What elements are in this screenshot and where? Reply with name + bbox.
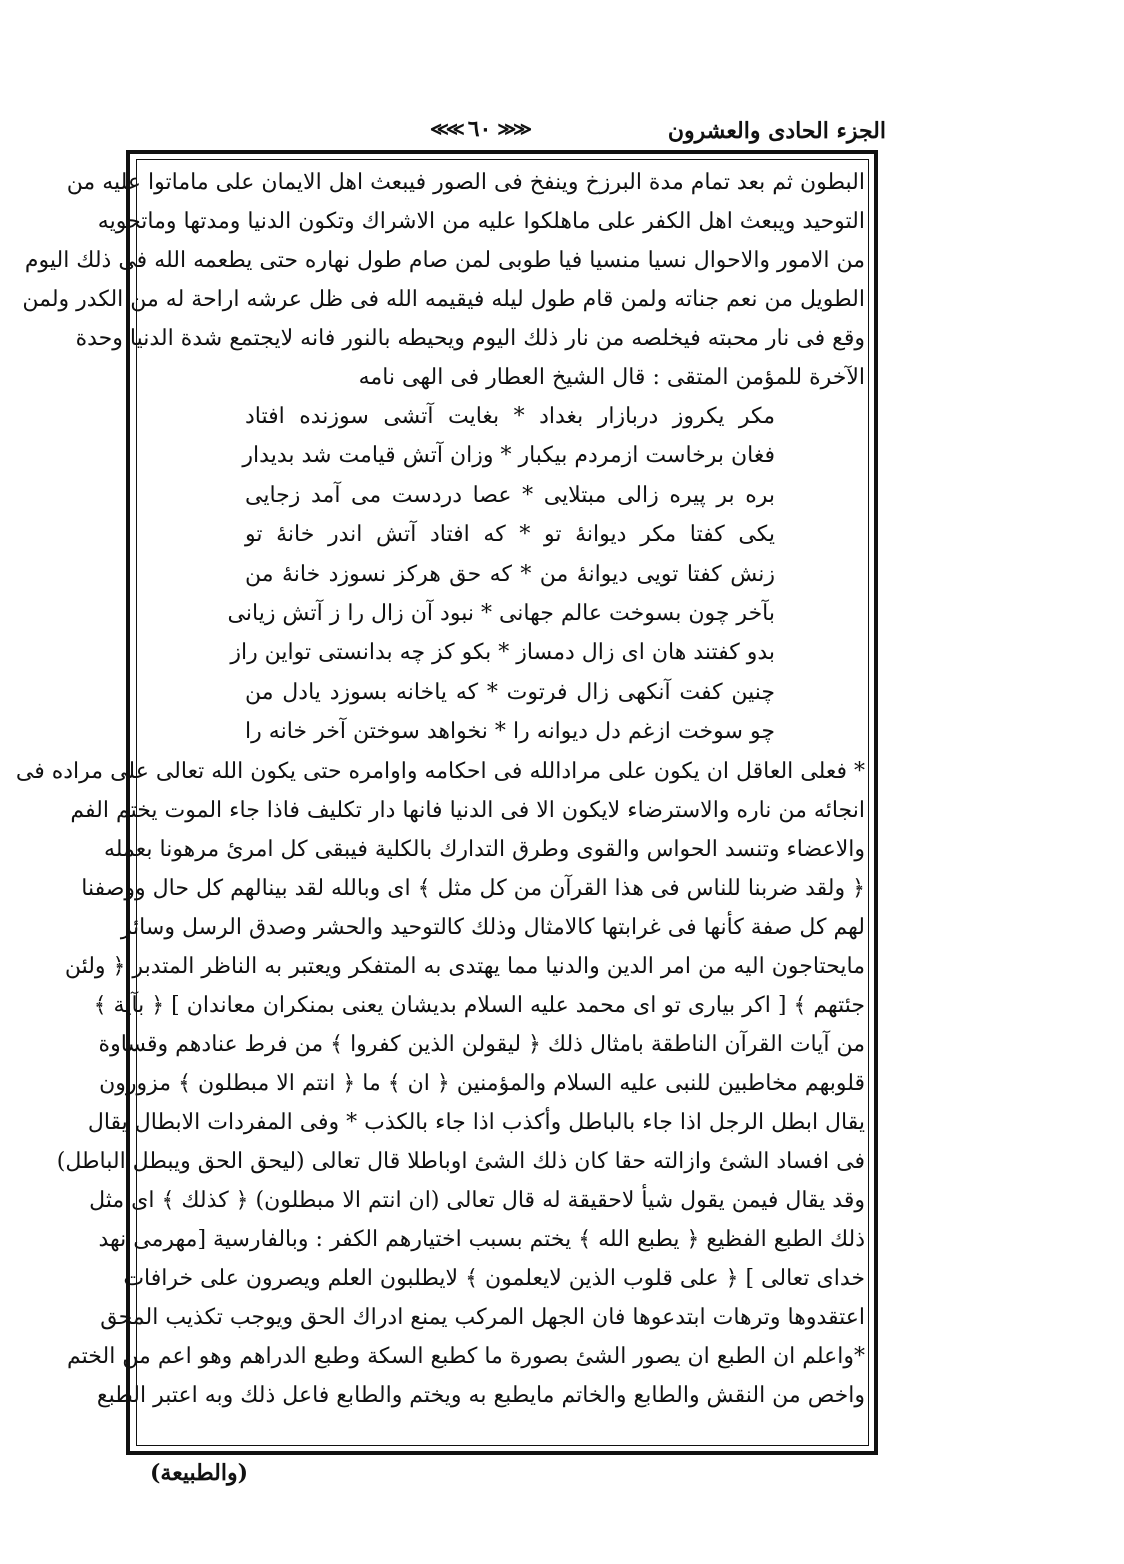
prose-line: من الامور والاحوال نسيا منسيا فيا طوبى لمن صام طول نهاره حتى يطعمه الله فى ذلك اليوم [24,248,865,273]
prose-line: انجائه من ناره والاسترضاء لايكون الا فى الدنيا فانها دار تكليف فاذا جاء الموت يختم الفم [70,797,865,823]
main-text [15,163,865,1415]
prose-line: قلوبهم مخاطبين للنبى عليه السلام والمؤمنين ﴿ ان ﴾ ما ﴿ انتم الا مبطلون ﴾ مزورون [99,1070,865,1096]
verse-line: چنين كفت آنكهى زال فرتوت * كه ياخانه بسوزد يادل من [245,679,775,705]
prose-line: وقع فى نار محبته فيخلصه من نار ذلك اليوم ويحيطه بالنور فانه لايجتمع شدة الدنيا وحدة [75,326,865,351]
ornament-left-icon: ≪≪ [430,118,462,140]
verse-line: يكى كفتا مكر ديوانهٔ تو * كه افتاد آتش اندر خانهٔ تو [245,522,775,548]
ornament-right-icon: ≫≫ [497,118,530,140]
verse-line: فغان برخاست ازمردم بيكبار * وزان آتش قيامت شد بديدار [242,443,775,469]
prose-line: الآخرة للمؤمن المتقى : قال الشيخ العطار فى الهى نامه [358,365,865,390]
prose-line: والاعضاء وتنسد الحواس والقوى وطرق التدارك بالكلية فيبقى كل امرئ مرهونا بعمله [103,836,865,862]
verse-line: بآخر چون بسوخت عالم جهانى * نبود آن زال را ز آتش زيانى [227,600,775,626]
verse-block [227,397,775,752]
page-number: ٦٠ [467,116,492,142]
running-title: الجزء الحادى والعشرون [667,118,886,144]
prose-line: * فعلى العاقل ان يكون على مرادالله فى احكامه واوامره حتى يكون الله تعالى على مراده فى [15,758,865,784]
prose-line: ذلك الطبع الفظيع ﴿ يطبع الله ﴾ يختم بسبب اختيارهم الكفر : وبالفارسية [مهرمى نهد [98,1226,865,1252]
prose-line: التوحيد ويبعث اهل الكفر على ماهلكوا عليه من الاشراك وتكون الدنيا ومدتها وماتحويه [97,209,865,234]
prose-line: اعتقدوها وترهات ابتدعوها فان الجهل المركب يمنع ادراك الحق ويوجب تكذيب المحق [100,1304,865,1330]
prose-line: الطويل من نعم جناته ولمن قام طول ليله فيقيمه الله فى ظل عرشه اراحة له من الكدر ولمن [22,287,865,312]
prose-line: ﴿ ولقد ضربنا للناس فى هذا القرآن من كل مثل ﴾ اى وبالله لقد بينالهم كل حال ووصفنا [81,875,865,901]
verse-line: بره بر پيره زالى مبتلايى * عصا دردست مى آمد زجايى [245,482,775,508]
prose-line: يقال ابطل الرجل اذا جاء بالباطل وأكذب اذا جاء بالكذب * وفى المفردات الابطال يقال [87,1109,865,1135]
verse-line: زنش كفتا تويى ديوانهٔ من * كه حق هركز نسوزد خانهٔ من [245,561,775,587]
page-number-group [430,116,529,142]
prose-line: من آيات القرآن الناطقة بامثال ذلك ﴿ ليقولن الذين كفروا ﴾ من فرط عنادهم وقساوة [98,1031,865,1057]
prose-line: خداى تعالى ] ﴿ على قلوب الذين لايعلمون ﴾ لايطلبون العلم ويصرون على خرافات [123,1265,865,1291]
prose-line: البطون ثم بعد تمام مدة البرزخ وينفخ فى الصور فيبعث اهل الايمان على ماماتوا عليه من [66,170,865,195]
prose-line: مايحتاجون اليه من امر الدين والدنيا مما يهتدى به المتفكر ويعتبر به الناظر المتدبر ﴿ ولئن [64,953,865,979]
prose-line: لهم كل صفة كأنها فى غرابتها كالامثال وذلك كالتوحيد والحشر وصدق الرسل وسائر [120,914,865,940]
prose-line: وقد يقال فيمن يقول شيأ لاحقيقة له قال تعالى (ان انتم الا مبطلون) ﴿ كذلك ﴾ اى مثل [89,1187,865,1213]
prose-line: واخص من النقش والطابع والخاتم مايطبع به ويختم والطابع فاعل ذلك وبه اعتبر الطبع [96,1382,865,1408]
prose-line: فى افساد الشئ وازالته حقا كان ذلك الشئ اوباطلا قال تعالى (ليحق الحق ويبطل الباطل) [56,1148,865,1174]
verse-line: بدو كفتند هان اى زال دمساز * بكو كز چه بدانستى تواين راز [230,640,775,666]
prose-line: *واعلم ان الطبع ان يصور الشئ بصورة ما كطبع السكة وطبع الدراهم وهو اعم من الختم [67,1343,865,1369]
catchword: (والطبيعة) [150,1460,248,1486]
prose-line: جئتهم ﴾ [ اكر بيارى تو اى محمد عليه السلام بديشان يعنى بمنكران معاندان ] ﴿ بآية ﴾ [93,992,865,1018]
page-header [120,112,886,148]
verse-line: مكر يكروز دربازار بغداد * بغايت آتشى سوزنده افتاد [245,404,775,429]
verse-line: چو سوخت ازغم دل ديوانه را * نخواهد سوختن آخر خانه را [245,719,775,745]
